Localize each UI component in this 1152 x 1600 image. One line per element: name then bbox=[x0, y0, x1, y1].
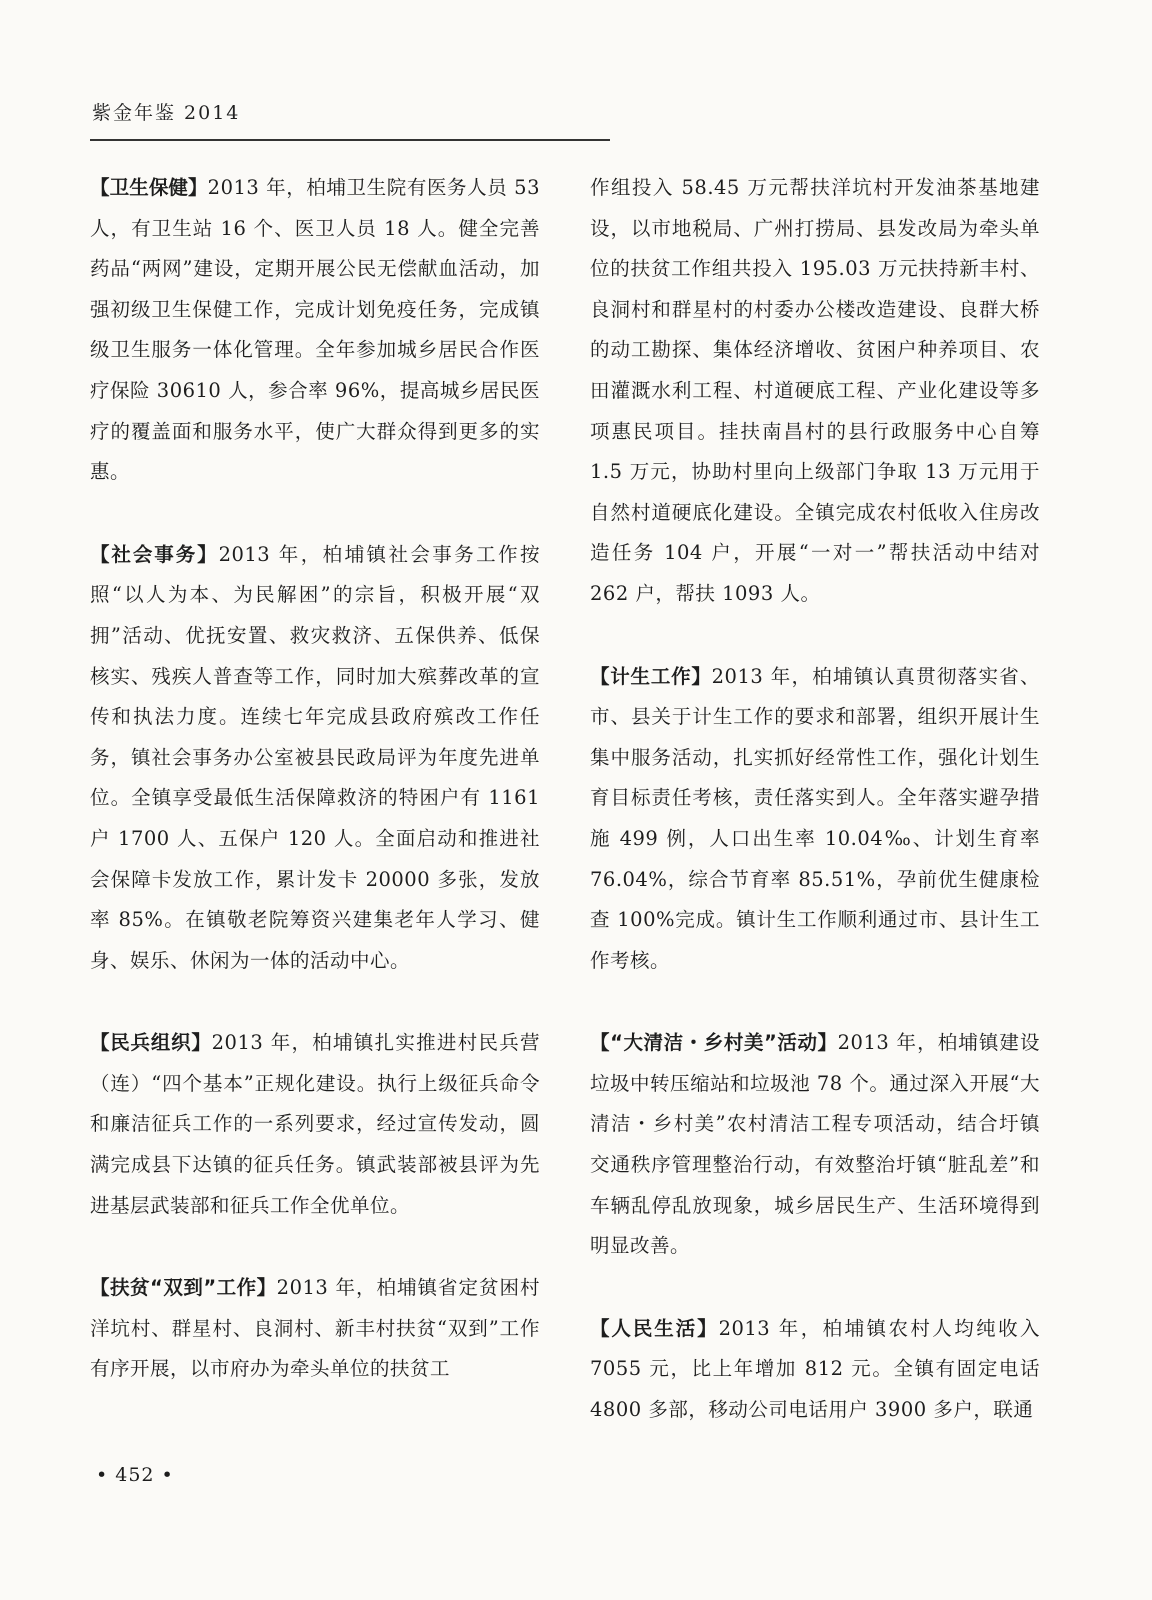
page-number: • 452 • bbox=[96, 1464, 174, 1486]
section-heading: 【扶贫“双到”工作】 bbox=[90, 1276, 277, 1300]
section-heading: 【计生工作】 bbox=[590, 664, 712, 688]
section-people-living bbox=[590, 1309, 1040, 1431]
section-text: 2013 年，柏埔卫生院有医务人员 53 人，有卫生站 16 个、医卫人员 18 人。健全完善药品“两网”建设，定期开展公民无偿献血活动，加强初级卫生保健工作，完成计划免疫任务，完成镇级卫生服务一体化管理。全年参加城乡居民合作医疗保险 30610 人，参合率 96%，提高城乡居民医疗的覆盖面和服务水平，使广大群众得到更多的实惠。 bbox=[90, 176, 540, 484]
section-text: 2013 年，柏埔镇省定贫困村洋坑村、群星村、良洞村、新丰村扶贫“双到”工作有序开展，以市府办为牵头单位的扶贫工 bbox=[90, 1276, 540, 1381]
right-column bbox=[590, 168, 1040, 1473]
header-rule bbox=[90, 139, 610, 141]
section-social-affairs bbox=[90, 535, 540, 982]
section-health-care bbox=[90, 168, 540, 493]
section-heading: 【民兵组织】 bbox=[90, 1031, 212, 1055]
section-text: 2013 年，柏埔镇社会事务工作按照“以人为本、为民解困”的宗旨，积极开展“双拥”活动、优抚安置、救灾救济、五保供养、低保核实、残疾人普查等工作，同时加大殡葬改革的宣传和执法力度。连续七年完成县政府殡改工作任务，镇社会事务办公室被县民政局评为年度先进单位。全镇享受最低生活保障救济的特困户有 1161 户 1700 人、五保户 120 人。全面启动和推进社会保障卡发放工作，累计发卡 20000 多张，发放率 85%。在镇敬老院筹资兴建集老年人学习、健身、娱乐、休闲为一体的活动中心。 bbox=[90, 542, 540, 972]
section-family-planning bbox=[590, 657, 1040, 982]
section-clean-village bbox=[590, 1023, 1040, 1267]
running-head: 紫金年鉴 2014 bbox=[92, 102, 241, 124]
section-text: 2013 年，柏埔镇农村人均纯收入 7055 元，比上年增加 812 元。全镇有固定电话 4800 多部，移动公司电话用户 3900 多户，联通 bbox=[590, 1316, 1040, 1422]
section-text: 2013 年，柏埔镇建设垃圾中转压缩站和垃圾池 78 个。通过深入开展“大清洁・乡村美”农村清洁工程专项活动，结合圩镇交通秩序管理整治行动，有效整治圩镇“脏乱差”和车辆乱停乱放现象，城乡居民生产、生活环境得到明显改善。 bbox=[590, 1031, 1041, 1258]
left-column bbox=[90, 168, 540, 1432]
section-heading: 【人民生活】 bbox=[590, 1316, 719, 1340]
section-poverty-alleviation bbox=[90, 1268, 540, 1390]
section-heading: 【“大清洁・乡村美”活动】 bbox=[590, 1031, 838, 1055]
section-heading: 【卫生保健】 bbox=[90, 176, 208, 199]
section-militia bbox=[90, 1023, 540, 1226]
section-text: 作组投入 58.45 万元帮扶洋坑村开发油茶基地建设，以市地税局、广州打捞局、县发改局为牵头单位的扶贫工作组共投入 195.03 万元扶持新丰村、良洞村和群星村的村委办公楼改造建设、良群大桥的动工勘探、集体经济增收、贫困户种养项目、农田灌溉水利工程、村道硬底工程、产业化建设等多项惠民项目。挂扶南昌村的县行政服务中心自筹 1.5 万元，协助村里向上级部门争取 13 万元用于自然村道硬底化建设。全镇完成农村低收入住房改造任务 104 户，开展“一对一”帮扶活动中结对 262 户，帮扶 1093 人。 bbox=[590, 176, 1040, 605]
section-heading: 【社会事务】 bbox=[90, 542, 219, 566]
section-text: 2013 年，柏埔镇扎实推进村民兵营（连）“四个基本”正规化建设。执行上级征兵命令和廉洁征兵工作的一系列要求，经过宣传发动，圆满完成县下达镇的征兵任务。镇武装部被县评为先进基层武装部和征兵工作全优单位。 bbox=[90, 1031, 540, 1217]
section-poverty-alleviation-continued bbox=[590, 168, 1040, 615]
section-text: 2013 年，柏埔镇认真贯彻落实省、市、县关于计生工作的要求和部署，组织开展计生集中服务活动，扎实抓好经常性工作，强化计划生育目标责任考核，责任落实到人。全年落实避孕措施 499 例，人口出生率 10.04‰、计划生育率 76.04%，综合节育率 85.51%，孕前优生健康检查 100%完成。镇计生工作顺利通过市、县计生工作考核。 bbox=[590, 664, 1040, 972]
